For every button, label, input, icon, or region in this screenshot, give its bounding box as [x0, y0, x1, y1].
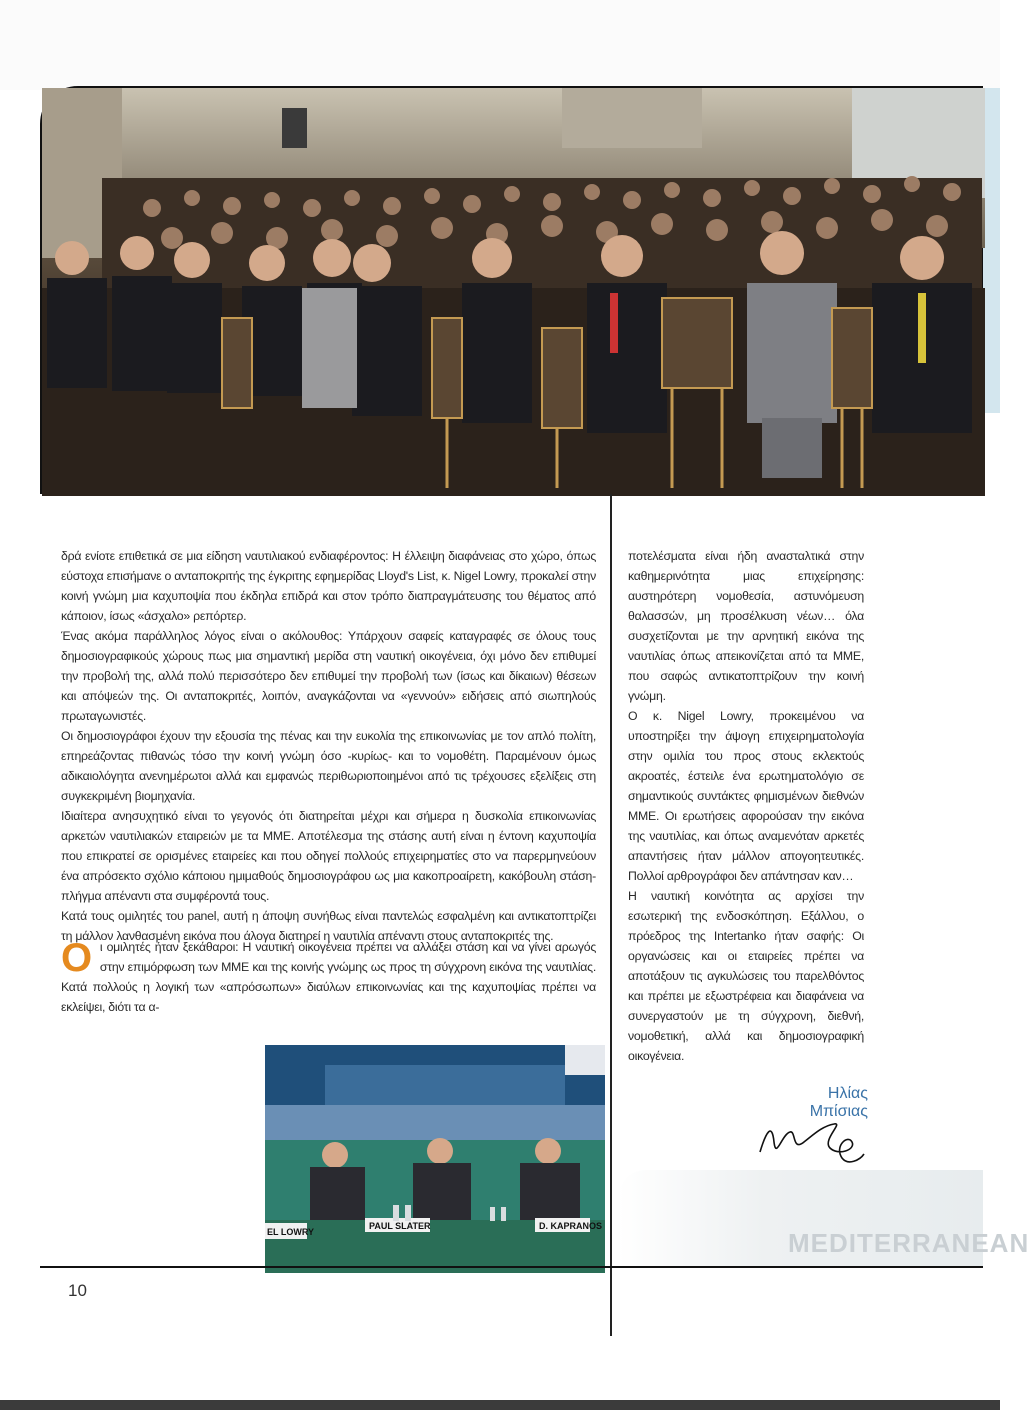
footer-rule [0, 1400, 1000, 1410]
nameplate: EL LOWRY [267, 1227, 314, 1237]
nameplate: D. KAPRANOS [539, 1221, 603, 1231]
author-signature [752, 1112, 872, 1167]
paragraph: Οι δημοσιογράφοι έχουν την εξουσία της πένας και την ευκολία της επικοινωνίας με τον απλό πολίτη, επηρεάζοντας πιθανώς τόσο την κοινή γνώμη όσο -κυρίως- και το νομοθέτη. Παραμένουν όμως αδικαιολόγητα ανενημέρωτοι αλλά και εμφανώς περιθωριοποιημένοι από τις τρέχουσες εξελίξεις στη συγκεκριμένη βιομηχανία. [61, 729, 596, 803]
page-frame-bottom-line [40, 1266, 983, 1268]
article-right-column [628, 546, 864, 1066]
paragraph: Κατά τους ομιλητές του panel, αυτή η άποψη συνήθως είναι παντελώς εσφαλμένη και αντικατοπτρίζει τη μάλλον λανθασμένη εικόνα που άλογα διατηρεί η ναυτιλία απέναντι στους ανταποκριτές της. [61, 909, 596, 943]
panel-speakers-photo [265, 1045, 605, 1273]
dropcap-letter: Ο [61, 936, 92, 980]
dropcap-paragraph: ι ομιλητές ήταν ξεκάθαροι: Η ναυτική οικογένεια πρέπει να αλλάξει στάση και να γίνει αρωγός στην επιμόρφωση των ΜΜΕ και της κοινής γνώμης ως προς τη σύγχρονη εικόνα της ναυτιλίας. Κατά πολλούς η λογική των «απρόσωπων» διαύλων επικοινωνίας και της καχυποψίας πρέπει να εκλείψει, διότι τα α- [61, 940, 596, 1014]
page-number: 10 [68, 1281, 87, 1300]
paragraph: Ένας ακόμα παράλληλος λόγος είναι ο ακόλουθος: Υπάρχουν σαφείς καταγραφές σε όλους τους δημοσιογραφικούς χώρους πως μια σημαντική μερίδα στη ναυτική οικογένεια, όχι μόνο δεν επιθυμεί την προβολή της, αλλά πολύ περισσότερο δεν επιθυμεί την προβολή των (ίσως και δίκαιων) θέσεων και απόψεών της. Οι ανταποκριτές, λοιπόν, αναγκάζονται να «γεννούν» ειδήσεις από σιωπηλούς πρωταγωνιστές. [61, 629, 596, 723]
column-divider [610, 494, 612, 1336]
audience-photo [40, 86, 983, 494]
page-top-tint [0, 0, 1000, 90]
paragraph: ποτελέσματα είναι ήδη ανασταλτικά στην καθημερινότητα μιας επιχείρησης: αυστηρότερη νομοθεσία, αστυνόμευση θαλασσών, μη προσέλκυση νέων… όλα συσχετίζονται με την αρνητική εικόνα της ναυτιλίας όπως απεικονίζεται από τα ΜΜΕ, που σαφώς αντικατοπτρίζουν την κοινή γνώμη. [628, 549, 864, 703]
background-watermark-text: MEDITERRANEAN [788, 1228, 1029, 1258]
paragraph: Ο κ. Nigel Lowry, προκειμένου να υποστηρίξει την άψογη επιχειρηματολογία στην ομιλία του προς στους εκλεκτούς ακροατές, έστειλε ένα ερωτηματολόγιο σε σημαντικούς συντάκτες φημισμένων διεθνών ΜΜΕ. Οι ερωτήσεις αφορούσαν την εικόνα της ναυτιλίας, και όπως αναμενόταν αρκετές απαντήσεις ήταν μάλλον απογοητευτικές. Πολλοί αρθρογράφοι δεν απάντησαν καν… [628, 709, 864, 883]
paragraph: Ιδιαίτερα ανησυχητικό είναι το γεγονός ότι διατηρείται μέχρι και σήμερα η δυσκολία επικοινωνίας αρκετών ναυτιλιακών εταιρειών με τα ΜΜΕ. Αποτέλεσμα της στάσης αυτή είναι η έντονη καχυποψία που επικρατεί σε ορισμένες εταιρείες και που οδηγεί πολλούς επιχειρηματίες στο να παρερμηνεύουν ένα απρόσεκτο σχόλιο κάποιου ημιμαθούς δημοσιογράφου ως μια κακοπροαίρετη, κακόβουλη στάση-πλήγμα απέναντι στα συμφέροντά τους. [61, 809, 596, 903]
paragraph: δρά ενίοτε επιθετικά σε μια είδηση ναυτιλιακού ενδιαφέροντος: Η έλλειψη διαφάνειας στο χώρο, όπως εύστοχα επισήμανε ο ανταποκριτής της έγκριτης εφημερίδας Lloyd's List, κ. Nigel Lowry, προκαλεί στην κοινή γνώμη μια καχυποψία που έκδηλα επιδρά και στον τρόπο διαπραγμάτευσης του θέματος από κάποιον, ίσως «άσχαλο» ρεπόρτερ. [61, 549, 596, 623]
article-left-column [61, 546, 596, 946]
dropcap-paragraph-block [61, 937, 596, 1017]
author-name: Ηλίας Μπίσιας [809, 1085, 868, 1120]
nameplate: PAUL SLATER [369, 1221, 431, 1231]
panel-photo-illustration [265, 1045, 605, 1273]
paragraph: Η ναυτική κοινότητα ας αρχίσει την εσωτερική της ενδοσκόπηση. Εξάλλου, ο πρόεδρος της Intertanko ήταν σαφής: Οι οργανώσεις και οι εταιρείες πρέπει να αποτάξουν τις αγκυλώσεις του παρελθόντος και πρέπει με εξωστρέφεια και διαφάνεια να συνεργαστούν με τη σύγχρονη, διεθνή, νομοθετική, αλλά και δημοσιογραφική οικογένεια. [628, 889, 864, 1063]
audience-photo-illustration [42, 88, 985, 496]
